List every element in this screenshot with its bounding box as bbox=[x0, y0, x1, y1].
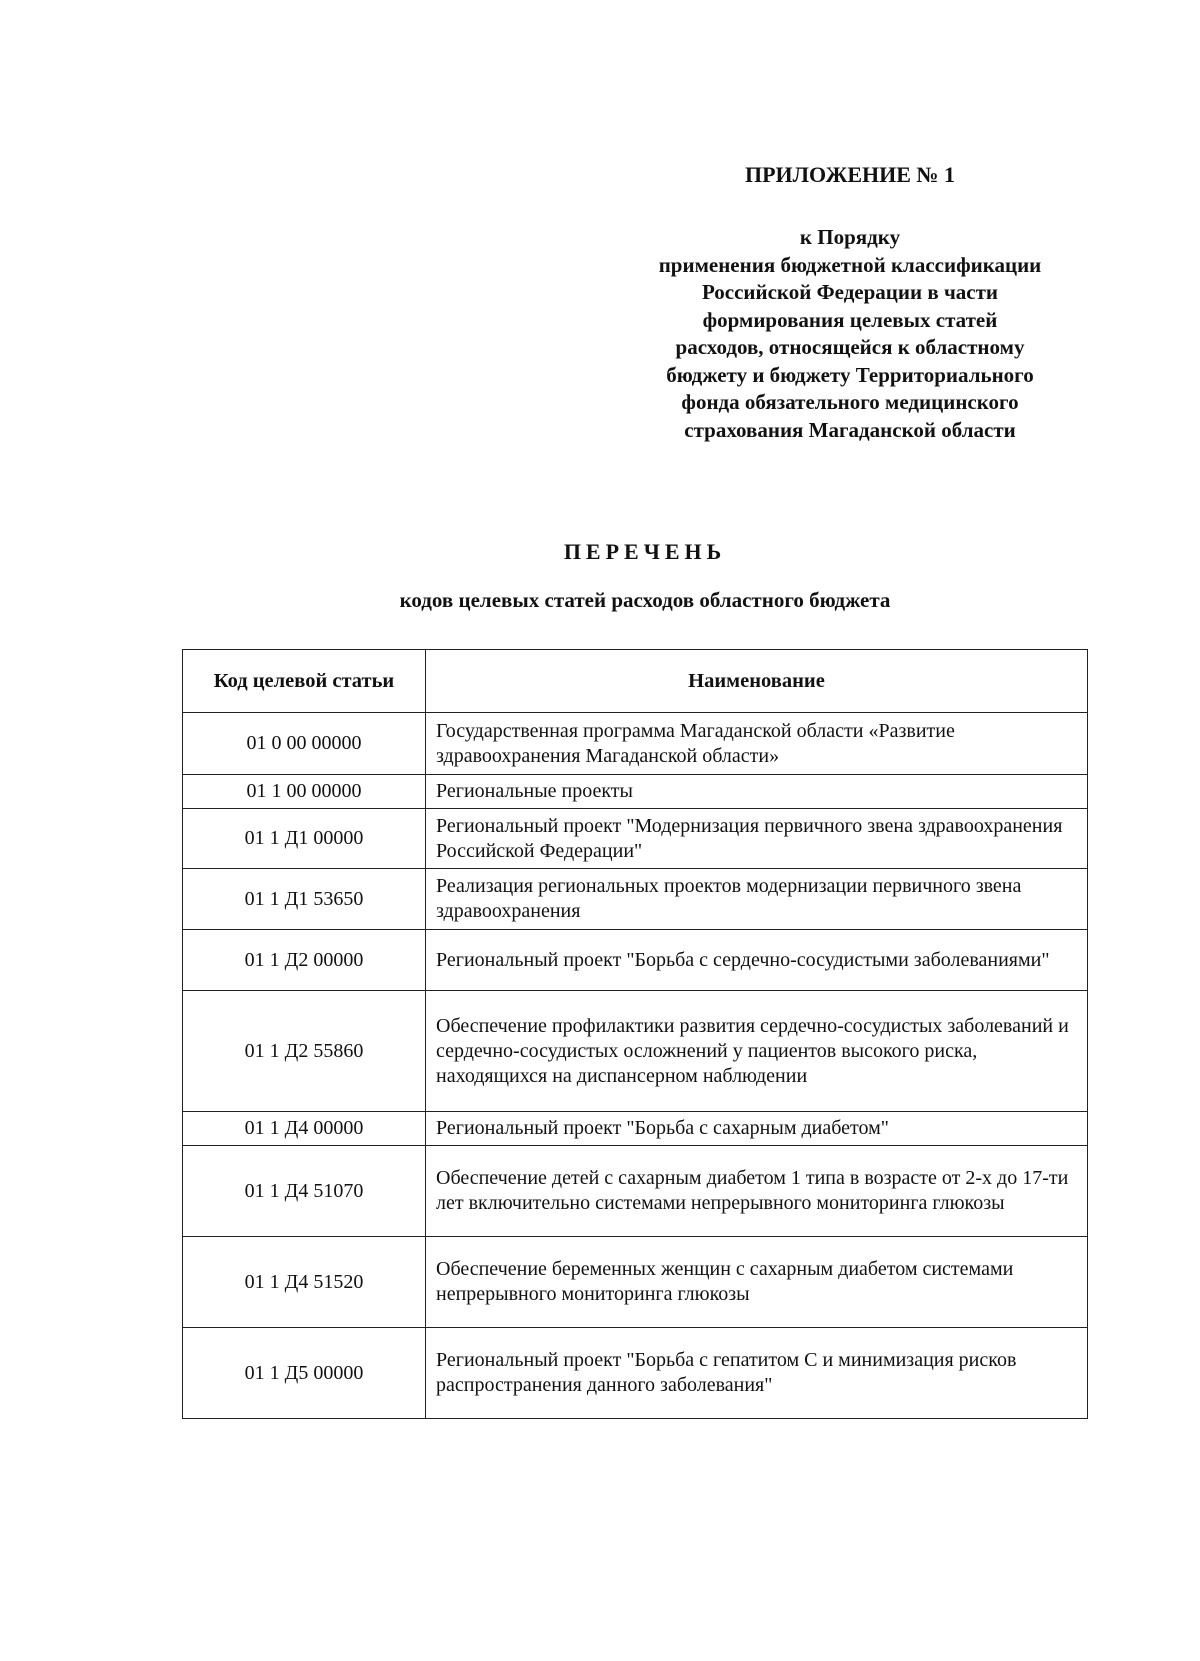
table-row bbox=[183, 869, 1088, 930]
table-row bbox=[183, 1328, 1088, 1419]
appendix-block bbox=[620, 160, 1080, 444]
list-subtitle: кодов целевых статей расходов областного бюджета bbox=[399, 588, 891, 612]
header-code: Код целевой статьи bbox=[183, 650, 426, 713]
appendix-line: применения бюджетной классификации bbox=[658, 252, 1042, 277]
row-name: Региональный проект "Модернизация первичного звена здравоохранения Российской Федерации" bbox=[426, 809, 1088, 869]
row-code: 01 1 Д1 53650 bbox=[183, 869, 426, 930]
row-code: 01 1 00 00000 bbox=[183, 775, 426, 809]
header-name: Наименование bbox=[426, 650, 1088, 713]
row-name: Региональный проект "Борьба с сахарным диабетом" bbox=[426, 1112, 1088, 1146]
table-row bbox=[183, 1146, 1088, 1237]
row-code: 01 1 Д2 55860 bbox=[183, 991, 426, 1112]
row-name: Региональный проект "Борьба с сердечно-сосудистыми заболеваниями" bbox=[426, 930, 1088, 991]
appendix-line: Российской Федерации в части bbox=[701, 280, 999, 304]
row-name: Государственная программа Магаданской области «Развитие здравоохранения Магаданской области» bbox=[426, 713, 1088, 775]
row-name: Региональный проект "Борьба с гепатитом С и минимизация рисков распространения данного заболевания" bbox=[426, 1328, 1088, 1419]
table-row bbox=[183, 930, 1088, 991]
table-row bbox=[183, 1112, 1088, 1146]
table-header-row bbox=[183, 650, 1088, 713]
appendix-line: к Порядку bbox=[799, 225, 901, 249]
appendix-line: фонда обязательного медицинского bbox=[681, 390, 1019, 414]
appendix-line: расходов, относящейся к областному bbox=[675, 335, 1025, 359]
row-code: 01 1 Д4 51520 bbox=[183, 1237, 426, 1328]
table-row bbox=[183, 775, 1088, 809]
appendix-line: бюджету и бюджету Территориального bbox=[666, 362, 1034, 387]
appendix-line: страхования Магаданской области bbox=[684, 417, 1016, 442]
table-row bbox=[183, 713, 1088, 775]
row-code: 01 1 Д5 00000 bbox=[183, 1328, 426, 1419]
row-name: Обеспечение беременных женщин с сахарным диабетом системами непрерывного мониторинга глюкозы bbox=[426, 1237, 1088, 1328]
codes-table bbox=[182, 649, 1088, 1419]
row-name: Обеспечение детей с сахарным диабетом 1 типа в возрасте от 2-х до 17-ти лет включительно системами непрерывного мониторинга глюкозы bbox=[426, 1146, 1088, 1237]
table-row bbox=[183, 1237, 1088, 1328]
row-code: 01 0 00 00000 bbox=[183, 713, 426, 775]
table-row bbox=[183, 809, 1088, 869]
appendix-title: ПРИЛОЖЕНИЕ № 1 bbox=[744, 162, 956, 187]
row-code: 01 1 Д4 00000 bbox=[183, 1112, 426, 1146]
row-name: Региональные проекты bbox=[426, 775, 1088, 809]
appendix-line: формирования целевых статей bbox=[702, 307, 998, 332]
row-name: Обеспечение профилактики развития сердечно-сосудистых заболеваний и сердечно-сосудистых осложнений у пациентов высокого риска, находящихся на диспансерном наблюдении bbox=[426, 991, 1088, 1112]
row-code: 01 1 Д1 00000 bbox=[183, 809, 426, 869]
row-name: Реализация региональных проектов модернизации первичного звена здравоохранения bbox=[426, 869, 1088, 930]
row-code: 01 1 Д4 51070 bbox=[183, 1146, 426, 1237]
table-row bbox=[183, 991, 1088, 1112]
row-code: 01 1 Д2 00000 bbox=[183, 930, 426, 991]
list-title: ПЕРЕЧЕНЬ bbox=[563, 539, 727, 564]
